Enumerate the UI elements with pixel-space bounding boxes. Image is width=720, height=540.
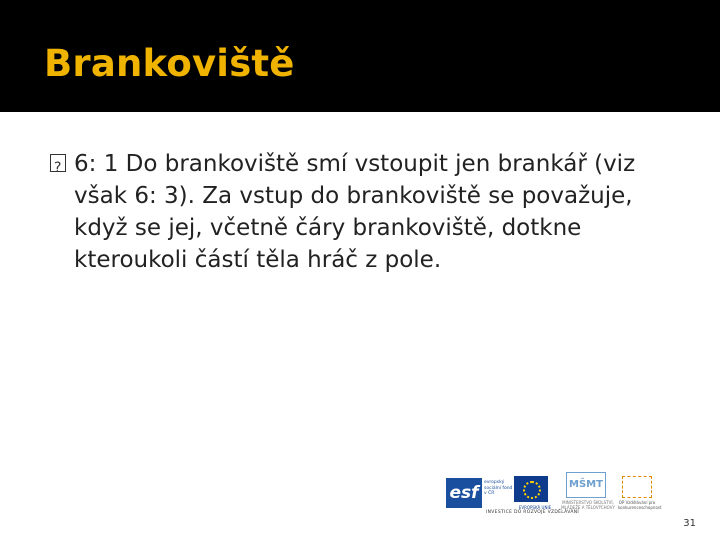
eu-flag-icon [514, 476, 548, 502]
funding-logos [446, 470, 662, 518]
title-bar [0, 0, 720, 112]
bullet-icon [50, 154, 66, 172]
op-logo-text: OP Vzdělávání pro konkurenceschopnost [618, 500, 662, 510]
logo-tagline: INVESTICE DO ROZVOJE VZDĚLÁVÁNÍ [486, 510, 580, 515]
msmt-logo-text: MINISTERSTVO ŠKOLSTVÍ, MLÁDEŽE A TĚLOVÝCHOVY [561, 500, 615, 510]
slide-body [44, 148, 684, 276]
esf-logo-icon: esf [446, 478, 482, 508]
msmt-logo-icon: MŠMT [566, 472, 606, 498]
bullet-text: 6: 1 Do brankoviště smí vstoupit jen brankář (viz však 6: 3). Za vstup do brankoviště se považuje, když se jej, včetně čáry brankoviště, dotkne kteroukoli částí těla hráč z pole. [74, 151, 636, 273]
bullet-item [44, 148, 684, 276]
slide-title: Brankoviště [44, 42, 295, 85]
esf-logo-text: evropský sociální fond v ČR [484, 480, 513, 496]
page-number: 31 [683, 518, 696, 529]
op-logo-icon [622, 476, 652, 498]
eu-logo-text: EVROPSKÁ UNIE [518, 505, 552, 510]
